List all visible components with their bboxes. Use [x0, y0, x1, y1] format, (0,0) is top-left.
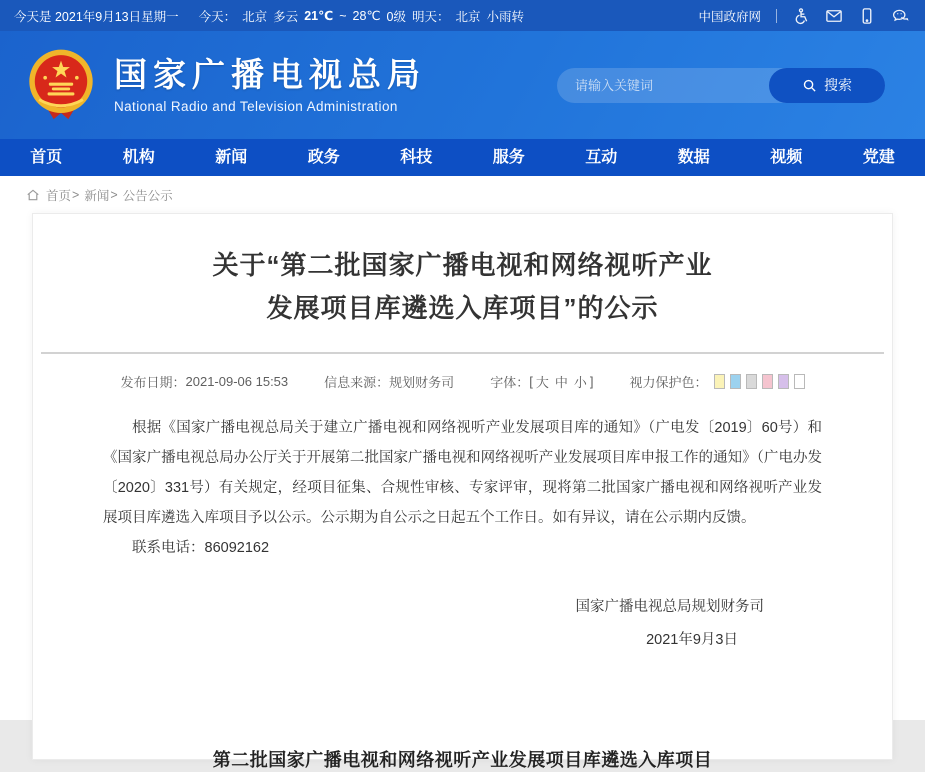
annex-title: 第二批国家广播电视和网络视听产业发展项目库遴选入库项目: [33, 746, 892, 772]
nav-item-data[interactable]: 数据: [648, 139, 741, 176]
mail-icon[interactable]: [825, 7, 843, 25]
font-size-medium-button[interactable]: 中: [555, 372, 568, 391]
nav-item-news[interactable]: 新闻: [185, 139, 278, 176]
info-source-value: 规划财务司: [389, 372, 454, 391]
wechat-icon[interactable]: [891, 7, 909, 25]
document-title-line1: 关于“第二批国家广播电视和网络视听产业: [33, 244, 892, 287]
weather-info: [14, 7, 524, 25]
font-bracket-close: ]: [590, 374, 594, 389]
title-divider: [41, 352, 884, 354]
site-subtitle: National Radio and Television Administration: [114, 99, 426, 114]
temp-low: 21℃: [304, 8, 333, 23]
nav-item-organization[interactable]: 机构: [93, 139, 186, 176]
nav-item-video[interactable]: 视频: [740, 139, 833, 176]
breadcrumb-announcements[interactable]: 公告公示: [123, 186, 173, 204]
eye-protection-control: [630, 372, 805, 391]
mobile-icon[interactable]: [858, 7, 876, 25]
nav-item-party[interactable]: 党建: [833, 139, 925, 176]
nav-item-services[interactable]: 服务: [463, 139, 556, 176]
nav-item-technology[interactable]: 科技: [370, 139, 463, 176]
color-swatch-white[interactable]: [794, 374, 805, 389]
breadcrumb-news[interactable]: 新闻: [84, 186, 109, 204]
site-header: [0, 31, 925, 139]
gov-website-link[interactable]: 中国政府网: [698, 7, 761, 25]
font-size-control: [490, 372, 593, 391]
eye-protection-label: 视力保护色：: [630, 372, 708, 391]
topbar-divider: [776, 9, 777, 23]
color-swatch-purple[interactable]: [778, 374, 789, 389]
top-info-bar: [0, 0, 925, 31]
publish-date-value: 2021-09-06 15:53: [186, 374, 289, 389]
nav-item-home[interactable]: 首页: [0, 139, 93, 176]
search-button-label: 搜索: [824, 75, 852, 95]
font-size-large-button[interactable]: 大: [536, 372, 549, 391]
tomorrow-label: 明天：: [412, 7, 450, 25]
tomorrow-condition: 小雨转: [486, 7, 524, 25]
accessibility-icon[interactable]: [792, 7, 810, 25]
temp-tilde: ~: [339, 9, 346, 23]
document-title: [33, 244, 892, 330]
color-swatch-yellow[interactable]: [714, 374, 725, 389]
breadcrumb: [0, 176, 925, 213]
today-label: 今天：: [199, 7, 237, 25]
site-brand[interactable]: [22, 46, 426, 124]
temp-high: 28℃: [353, 8, 381, 23]
nav-item-government[interactable]: 政务: [278, 139, 371, 176]
publish-date-label: 发布日期：: [120, 372, 185, 391]
search-bar: [557, 68, 885, 103]
today-condition: 多云: [273, 7, 298, 25]
signature-date: 2021年9月3日: [33, 630, 738, 650]
national-emblem-logo: [22, 46, 100, 124]
today-city: 北京: [242, 7, 267, 25]
nav-item-interaction[interactable]: 互动: [555, 139, 648, 176]
search-input[interactable]: [557, 68, 769, 103]
font-size-label: 字体：: [490, 372, 529, 391]
font-size-small-button[interactable]: 小: [574, 372, 587, 391]
color-swatch-blue[interactable]: [730, 374, 741, 389]
color-swatch-pink[interactable]: [762, 374, 773, 389]
breadcrumb-separator: >: [72, 188, 79, 202]
wind-level: 0级: [387, 7, 406, 25]
article-signature: [33, 595, 892, 650]
signature-department: 国家广播电视总局规划财务司: [33, 595, 764, 616]
home-icon[interactable]: [26, 188, 40, 202]
article-card: [32, 213, 893, 760]
color-swatch-gray[interactable]: [746, 374, 757, 389]
article-body: [33, 391, 892, 563]
breadcrumb-home[interactable]: 首页: [46, 186, 71, 204]
contact-phone: 联系电话：86092162: [103, 533, 822, 563]
article-meta: [33, 372, 892, 391]
current-date-text: 今天是 2021年9月13日星期一: [14, 7, 179, 25]
font-bracket-open: [: [529, 374, 533, 389]
search-button[interactable]: [769, 68, 885, 103]
publish-date: [120, 372, 288, 391]
eye-protection-swatches: [714, 374, 805, 389]
breadcrumb-separator: >: [110, 188, 117, 202]
article-paragraph: 根据《国家广播电视总局关于建立广播电视和网络视听产业发展项目库的通知》（广电发〔2019〕60号）和《国家广播电视总局办公厅关于开展第二批国家广播电视和网络视听产业发展项目库申报工作的通知》（广电办发〔2020〕331号）有关规定，经项目征集、合规性审核、专家评审，现将第二批国家广播电视和网络视听产业发展项目库遴选入库项目予以公示。公示期为自公示之日起五个工作日。如有异议，请在公示期内反馈。: [103, 413, 822, 533]
main-nav: [0, 139, 925, 176]
info-source: [324, 372, 454, 391]
topbar-links: [698, 7, 909, 25]
document-title-line2: 发展项目库遴选入库项目”的公示: [33, 287, 892, 330]
search-icon: [802, 78, 817, 93]
info-source-label: 信息来源：: [324, 372, 389, 391]
tomorrow-city: 北京: [455, 7, 480, 25]
brand-text: [114, 56, 426, 114]
site-title: 国家广播电视总局: [114, 56, 426, 94]
